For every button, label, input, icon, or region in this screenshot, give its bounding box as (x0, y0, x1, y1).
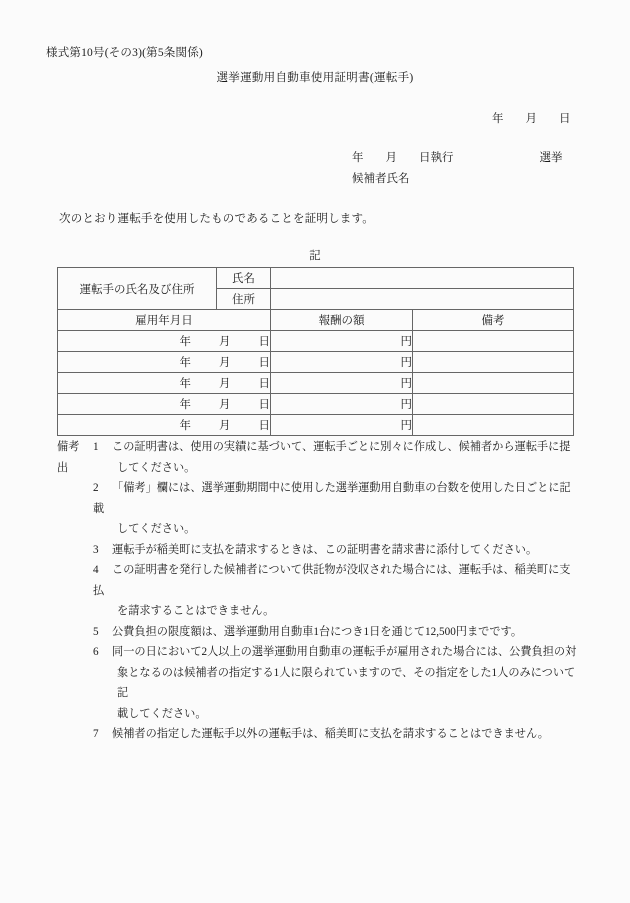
ki-mark: 記 (309, 250, 321, 262)
remark-2-line-1: 「備考」欄には、選挙運動期間中に使用した選挙運動用自動車の台数を使用した日ごとに記載 (93, 482, 571, 515)
day-unit: 日 (258, 399, 270, 411)
remark-1-line-2: してください。 (117, 461, 196, 474)
form-code: 様式第10号(その3)(第5条関係) (46, 47, 203, 59)
remark-1-wrap-char: 出 (57, 461, 69, 474)
employment-date-cell[interactable] (58, 394, 271, 415)
employment-date-cell[interactable] (58, 331, 271, 352)
table-row (58, 394, 574, 415)
remark-item-4 (93, 560, 581, 622)
issue-day-label: 日 (559, 113, 571, 125)
remark-item-1 (57, 437, 581, 478)
day-unit: 日 (258, 420, 270, 432)
name-label: 氏名 (217, 268, 271, 289)
reward-amount-cell[interactable] (271, 394, 413, 415)
column-header-reward-amount: 報酬の額 (271, 310, 413, 331)
remark-item-3 (93, 540, 581, 561)
candidate-name-line: 候補者氏名 (352, 173, 410, 185)
month-unit: 月 (219, 399, 231, 411)
month-unit: 月 (219, 420, 231, 432)
election-date-line (352, 149, 562, 165)
row-remarks-cell[interactable] (413, 415, 574, 436)
table-row (58, 415, 574, 436)
remarks-section (57, 437, 581, 745)
reward-amount-cell[interactable] (271, 352, 413, 373)
year-unit: 年 (179, 420, 191, 432)
election-day-exec-label: 日執行 (419, 152, 454, 164)
year-unit: 年 (179, 399, 191, 411)
year-unit: 年 (179, 378, 191, 390)
column-header-remarks: 備考 (413, 310, 574, 331)
address-value-field[interactable] (271, 289, 574, 310)
currency-unit: 円 (400, 357, 412, 369)
table-row (58, 331, 574, 352)
remark-item-7 (93, 724, 581, 745)
month-unit: 月 (219, 336, 231, 348)
table-header-row (58, 310, 574, 331)
reward-amount-cell[interactable] (271, 373, 413, 394)
employment-date-cell[interactable] (58, 373, 271, 394)
year-unit: 年 (179, 357, 191, 369)
remarks-label: 備考 (57, 441, 80, 453)
month-unit: 月 (219, 378, 231, 390)
election-year-label: 年 (352, 152, 364, 164)
day-unit: 日 (258, 378, 270, 390)
certification-statement: 次のとおり運転手を使用したものであることを証明します。 (59, 213, 374, 225)
row-remarks-cell[interactable] (413, 331, 574, 352)
remark-7-number: 7 (93, 728, 99, 740)
table-row (58, 352, 574, 373)
currency-unit: 円 (400, 420, 412, 432)
currency-unit: 円 (400, 378, 412, 390)
remark-6-line-1: 同一の日において2人以上の選挙運動用自動車の運転手が雇用された場合には、公費負担の対 (112, 646, 577, 658)
remark-4-line-2: を請求することはできません。 (117, 605, 275, 617)
election-word-label: 選挙 (539, 152, 563, 164)
election-month-label: 月 (385, 152, 397, 164)
issue-month-label: 月 (525, 113, 537, 125)
row-remarks-cell[interactable] (413, 352, 574, 373)
driver-info-label: 運転手の氏名及び住所 (58, 268, 217, 310)
remark-6-line-2: 象となるのは候補者の指定する1人に限られていますので、その指定をした1人のみについて記 (117, 666, 576, 699)
remark-2-line-2: してください。 (117, 523, 196, 535)
reward-amount-cell[interactable] (271, 331, 413, 352)
remark-3-line-1: 運転手が稲美町に支払を請求するときは、この証明書を請求書に添付してください。 (112, 543, 538, 556)
address-label: 住所 (217, 289, 271, 310)
year-unit: 年 (179, 336, 191, 348)
row-remarks-cell[interactable] (413, 373, 574, 394)
remark-4-number: 4 (93, 564, 99, 576)
currency-unit: 円 (400, 399, 412, 411)
remark-6-number: 6 (93, 646, 99, 658)
day-unit: 日 (258, 336, 270, 348)
month-unit: 月 (219, 357, 231, 369)
remark-item-2 (93, 478, 581, 540)
remark-6-line-3: 載してください。 (117, 707, 207, 720)
issue-year-label: 年 (492, 113, 504, 125)
remark-5-number: 5 (93, 625, 99, 638)
row-remarks-cell[interactable] (413, 394, 574, 415)
name-value-field[interactable] (271, 268, 574, 289)
remark-7-line-1: 候補者の指定した運転手以外の運転手は、稲美町に支払を請求することはできません。 (112, 728, 549, 740)
column-header-employment-date: 雇用年月日 (58, 310, 271, 331)
currency-unit: 円 (400, 336, 412, 348)
table-row-name (58, 268, 574, 289)
remark-1-line-1 (93, 437, 581, 458)
employment-date-cell[interactable] (58, 415, 271, 436)
employment-date-cell[interactable] (58, 352, 271, 373)
remark-3-number: 3 (93, 543, 99, 556)
remark-1-text: この証明書は、使用の実績に基づいて、運転手ごとに別々に作成し、候補者から運転手に提 (112, 441, 571, 453)
remark-item-5 (93, 622, 581, 643)
table-row (58, 373, 574, 394)
day-unit: 日 (258, 357, 270, 369)
remark-2-number: 2 (93, 482, 99, 494)
issue-date-line (492, 110, 571, 126)
driver-usage-table (57, 267, 574, 436)
remark-item-6 (93, 642, 581, 724)
remark-5-line-1: 公費負担の限度額は、選挙運動用自動車1台につき1日を通じて12,500円までです。 (112, 625, 523, 638)
reward-amount-cell[interactable] (271, 415, 413, 436)
remark-4-line-1: この証明書を発行した候補者について供託物が没収された場合には、運転手は、稲美町に支払 (93, 564, 571, 597)
document-title: 選挙運動用自動車使用証明書(運転手) (216, 72, 414, 84)
remark-1-number: 1 (93, 441, 99, 453)
